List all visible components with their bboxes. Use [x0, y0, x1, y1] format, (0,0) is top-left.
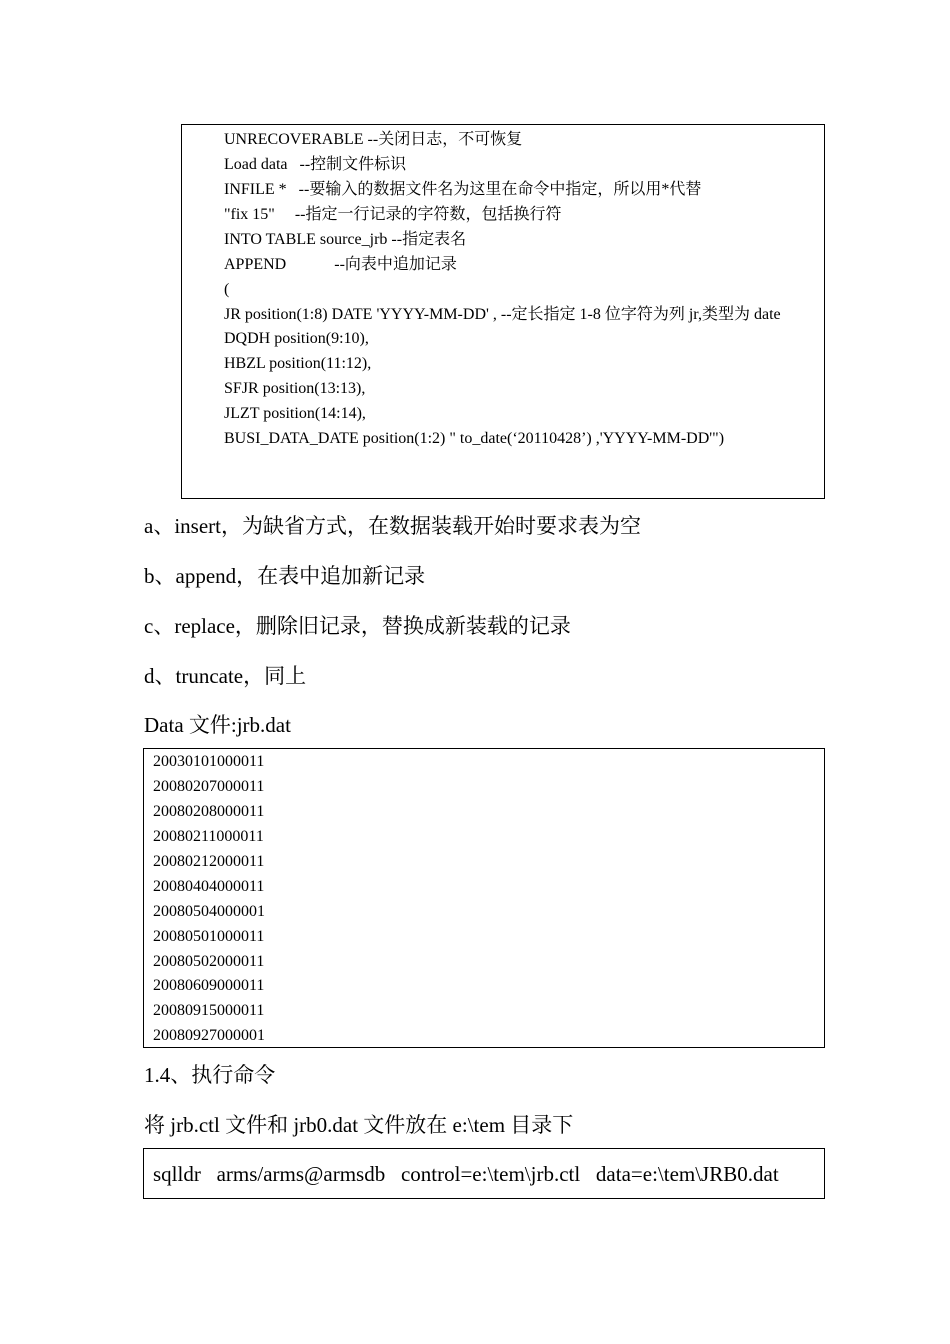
- control-line: SFJR position(13:13),: [224, 380, 366, 397]
- data-row: 20080915000011: [153, 1002, 265, 1019]
- control-line: JLZT position(14:14),: [224, 405, 366, 422]
- data-file-heading: Data 文件:jrb.dat: [144, 713, 291, 737]
- data-row: 20080208000011: [153, 803, 265, 820]
- mode-replace: c、replace，删除旧记录，替换成新装载的记录: [144, 614, 571, 638]
- section-heading: 1.4、执行命令: [144, 1063, 276, 1087]
- control-line: APPEND --向表中追加记录: [224, 256, 457, 273]
- control-line: JR position(1:8) DATE 'YYYY-MM-DD' , --定长指定 1-8 位字符为列 jr,类型为 date: [224, 306, 781, 323]
- data-row: 20080501000011: [153, 928, 265, 945]
- instruction-text: 将 jrb.ctl 文件和 jrb0.dat 文件放在 e:\tem 目录下: [144, 1113, 574, 1137]
- data-row: 20080609000011: [153, 977, 265, 994]
- data-row: 20080504000001: [153, 903, 265, 920]
- control-line: INTO TABLE source_jrb --指定表名: [224, 231, 467, 248]
- data-row: 20080207000011: [153, 778, 265, 795]
- control-line: HBZL position(11:12),: [224, 355, 372, 372]
- data-row: 20080212000011: [153, 853, 265, 870]
- data-row: 20080404000011: [153, 878, 265, 895]
- data-row: 20030101000011: [153, 753, 265, 770]
- command-box: [143, 1148, 825, 1199]
- control-line: DQDH position(9:10),: [224, 330, 369, 347]
- mode-insert: a、insert，为缺省方式，在数据装载开始时要求表为空: [144, 514, 641, 538]
- control-line: UNRECOVERABLE --关闭日志，不可恢复: [224, 131, 523, 148]
- control-file-box: [181, 124, 825, 499]
- mode-truncate: d、truncate，同上: [144, 664, 307, 688]
- data-row: 20080502000011: [153, 953, 265, 970]
- data-row: 20080927000001: [153, 1027, 265, 1044]
- control-line: INFILE * --要输入的数据文件名为这里在命令中指定，所以用*代替: [224, 181, 702, 198]
- control-line: "fix 15" --指定一行记录的字符数，包括换行符: [224, 206, 562, 223]
- control-line: (: [224, 281, 230, 298]
- mode-append: b、append，在表中追加新记录: [144, 564, 426, 588]
- control-line: Load data --控制文件标识: [224, 156, 407, 173]
- command-text: sqlldr arms/arms@armsdb control=e:\tem\jrb.ctl data=e:\tem\JRB0.dat: [153, 1162, 779, 1186]
- control-line: BUSI_DATA_DATE position(1:2) " to_date(‘20110428’) ,'YYYY-MM-DD'"): [224, 430, 725, 447]
- data-row: 20080211000011: [153, 828, 264, 845]
- data-file-box: [143, 748, 825, 1048]
